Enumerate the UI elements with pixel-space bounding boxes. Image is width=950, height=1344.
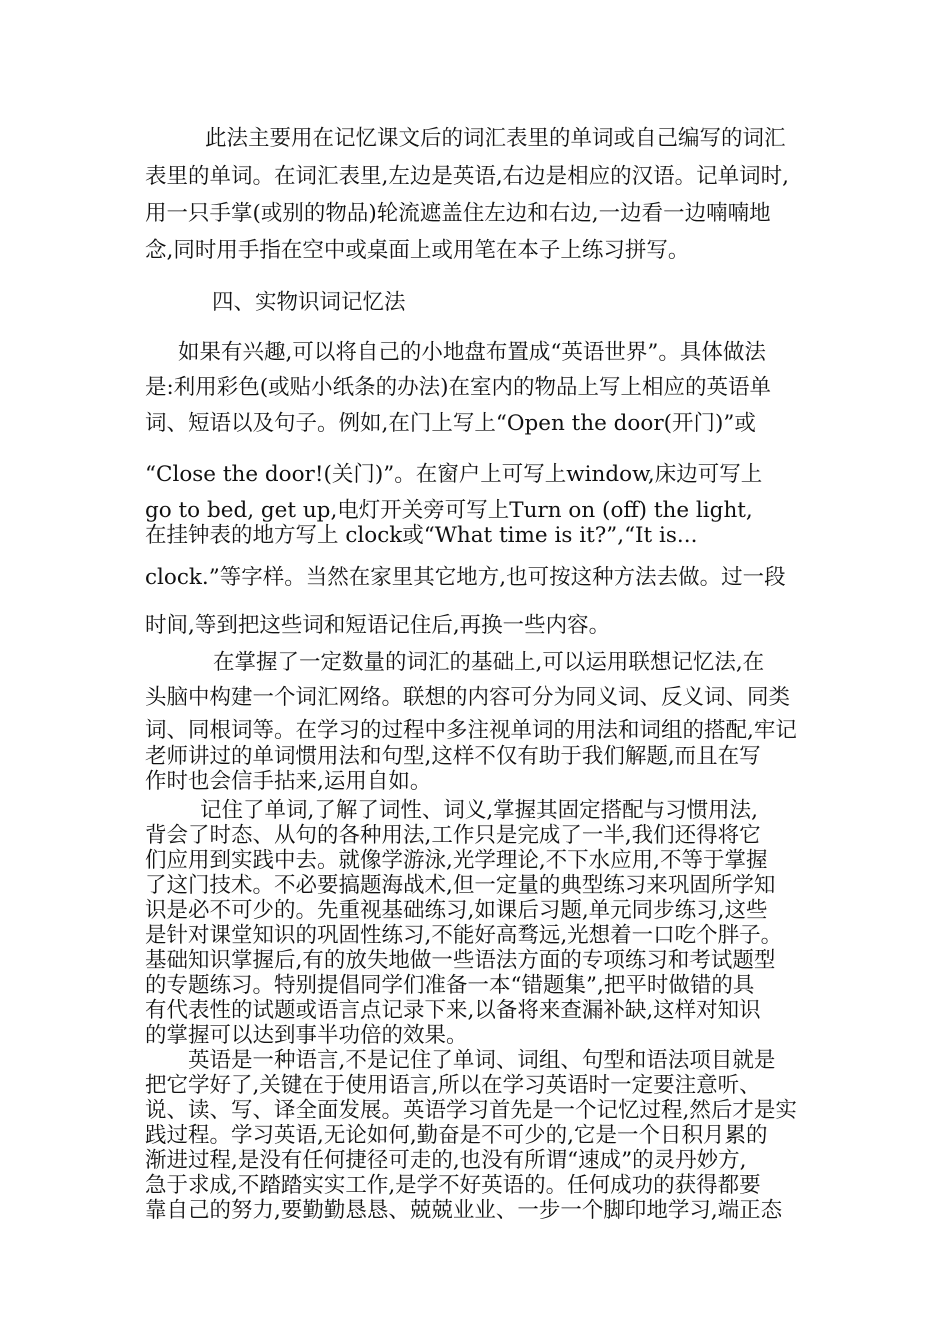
text-line: 表里的单词。在词汇表里,左边是英语,右边是相应的汉语。记单词时, xyxy=(145,164,790,189)
text-line: 在掌握了一定数量的词汇的基础上,可以运用联想记忆法,在 xyxy=(213,650,765,675)
text-line: 的掌握可以达到事半功倍的效果。 xyxy=(145,1023,468,1048)
text-line: 词、同根词等。在学习的过程中多注视单词的用法和词组的搭配,牢记 xyxy=(145,718,797,743)
text-line: “Close the door!(关门)”。在窗户上可写上window,床边可写上 xyxy=(145,462,763,487)
text-line: 的专题练习。特别提倡同学们准备一本“错题集”,把平时做错的具 xyxy=(145,973,755,998)
text-line: 头脑中构建一个词汇网络。联想的内容可分为同义词、反义词、同类 xyxy=(145,685,791,710)
text-line: 用一只手掌(或别的物品)轮流遮盖住左边和右边,一边看一边喃喃地 xyxy=(145,201,771,226)
text-line: 作时也会信手拈来,运用自如。 xyxy=(145,769,432,794)
text-line: 践过程。学习英语,无论如何,勤奋是不可少的,它是一个日积月累的 xyxy=(145,1123,768,1148)
text-line: 靠自己的努力,要勤勤恳恳、兢兢业业、一步一个脚印地学习,端正态 xyxy=(145,1198,783,1223)
text-line: 老师讲过的单词惯用法和句型,这样不仅有助于我们解题,而且在写 xyxy=(145,744,761,769)
text-line: 念,同时用手指在空中或桌面上或用笔在本子上练习拼写。 xyxy=(145,238,690,263)
text-line: 是针对课堂知识的巩固性练习,不能好高骛远,光想着一口吃个胖子。 xyxy=(145,923,783,948)
text-line: 此法主要用在记忆课文后的词汇表里的单词或自己编写的词汇 xyxy=(205,126,786,151)
text-line: 时间,等到把这些词和短语记住后,再换一些内容。 xyxy=(145,613,611,638)
text-line: 背会了时态、从句的各种用法,工作只是完成了一半,我们还得将它 xyxy=(145,823,761,848)
text-line: 在挂钟表的地方写上 clock或“What time is it?”,“It is... xyxy=(145,523,698,548)
text-line: 词、短语以及句子。例如,在门上写上“Open the door(开门)”或 xyxy=(145,411,756,436)
text-line: 渐进过程,是没有任何捷径可走的,也没有所谓“速成”的灵丹妙方, xyxy=(145,1148,747,1173)
section-heading: 四、实物识词记忆法 xyxy=(212,290,406,315)
text-line: 是:利用彩色(或贴小纸条的办法)在室内的物品上写上相应的英语单 xyxy=(145,375,772,400)
text-line: 有代表性的试题或语言点记录下来,以备将来查漏补缺,这样对知识 xyxy=(145,998,761,1023)
text-line: 把它学好了,关键在于使用语言,所以在学习英语时一定要注意听、 xyxy=(145,1073,761,1098)
text-line: 如果有兴趣,可以将自己的小地盘布置成“英语世界”。具体做法 xyxy=(178,340,766,365)
text-line: 急于求成,不踏踏实实工作,是学不好英语的。任何成功的获得都要 xyxy=(145,1173,761,1198)
text-line: 记住了单词,了解了词性、词义,掌握其固定搭配与习惯用法, xyxy=(200,798,759,823)
text-line: 基础知识掌握后,有的放失地做一些语法方面的专项练习和考试题型 xyxy=(145,948,776,973)
text-line: 了这门技术。不必要搞题海战术,但一定量的典型练习来巩固所学知 xyxy=(145,873,776,898)
text-line: go to bed, get up,电灯开关旁可写上Turn on (off) the light, xyxy=(145,498,753,523)
text-line: 英语是一种语言,不是记住了单词、词组、句型和语法项目就是 xyxy=(188,1048,776,1073)
text-line: 说、读、写、译全面发展。英语学习首先是一个记忆过程,然后才是实 xyxy=(145,1098,797,1123)
text-line: 识是必不可少的。先重视基础练习,如课后习题,单元同步练习,这些 xyxy=(145,898,768,923)
text-line: 们应用到实践中去。就像学游泳,光学理论,不下水应用,不等于掌握 xyxy=(145,848,768,873)
text-line: clock.”等字样。当然在家里其它地方,也可按这种方法去做。过一段 xyxy=(145,565,786,590)
